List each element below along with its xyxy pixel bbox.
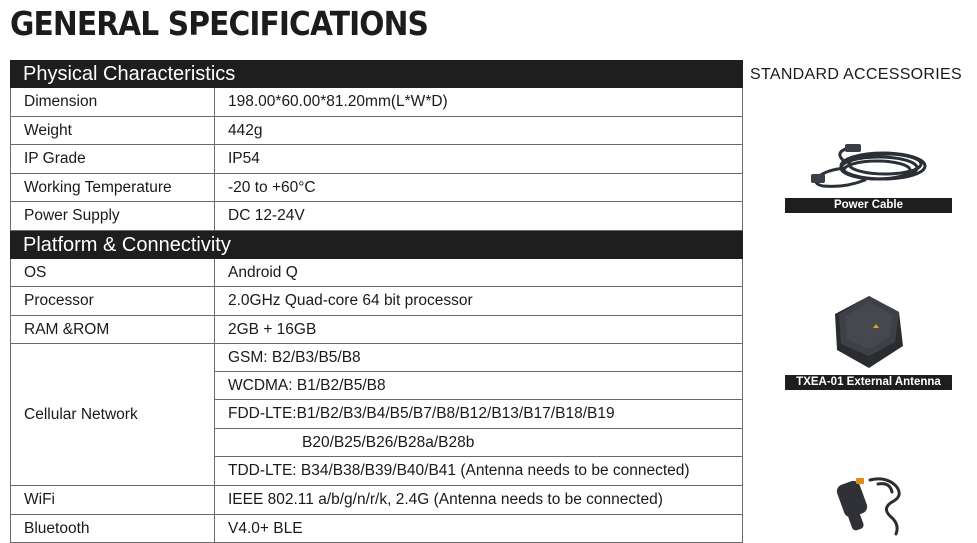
cellular-value: B20/B25/B26/B28a/B28b — [215, 429, 742, 457]
table-row — [10, 88, 743, 117]
external-antenna-icon — [833, 294, 905, 370]
table-row — [10, 486, 743, 515]
page-title: GENERAL SPECIFICATIONS — [10, 4, 428, 43]
cellular-value: FDD-LTE:B1/B2/B3/B4/B5/B7/B8/B12/B13/B17/B18/B19 — [215, 400, 742, 428]
table-row — [10, 259, 743, 288]
row-key: WiFi — [11, 486, 215, 514]
accessory-label: Power Cable — [785, 198, 952, 213]
row-value: V4.0+ BLE — [215, 515, 742, 543]
speaker-microphone-icon — [826, 472, 910, 538]
row-key: Cellular Network — [11, 344, 215, 485]
row-value: 2.0GHz Quad-core 64 bit processor — [215, 287, 742, 315]
table-row — [10, 287, 743, 316]
table-row — [10, 145, 743, 174]
row-key: OS — [11, 259, 215, 287]
cellular-value: GSM: B2/B3/B5/B8 — [215, 344, 742, 372]
row-key: Weight — [11, 117, 215, 145]
row-value: Android Q — [215, 259, 742, 287]
row-key: Processor — [11, 287, 215, 315]
table-row — [10, 174, 743, 203]
row-value: 198.00*60.00*81.20mm(L*W*D) — [215, 88, 742, 116]
section-header-platform: Platform & Connectivity — [10, 231, 743, 259]
row-key: Working Temperature — [11, 174, 215, 202]
row-key: IP Grade — [11, 145, 215, 173]
row-key: Bluetooth — [11, 515, 215, 543]
cellular-values — [215, 344, 742, 485]
accessory-label: TXEA-01 External Antenna — [785, 375, 952, 390]
cellular-value: WCDMA: B1/B2/B5/B8 — [215, 372, 742, 400]
cellular-network-row — [10, 344, 743, 486]
accessories-heading: STANDARD ACCESSORIES — [750, 66, 962, 84]
row-value: 442g — [215, 117, 742, 145]
spec-table — [10, 60, 743, 543]
row-value: DC 12-24V — [215, 202, 742, 230]
row-value: 2GB + 16GB — [215, 316, 742, 344]
row-key: RAM &ROM — [11, 316, 215, 344]
power-cable-icon — [805, 140, 930, 194]
row-value: IEEE 802.11 a/b/g/n/r/k, 2.4G (Antenna needs to be connected) — [215, 486, 742, 514]
row-key: Power Supply — [11, 202, 215, 230]
row-key: Dimension — [11, 88, 215, 116]
row-value: IP54 — [215, 145, 742, 173]
row-value: -20 to +60°C — [215, 174, 742, 202]
table-row — [10, 202, 743, 231]
table-row — [10, 515, 743, 543]
cellular-value: TDD-LTE: B34/B38/B39/B40/B41 (Antenna needs to be connected) — [215, 457, 742, 485]
section-header-physical: Physical Characteristics — [10, 60, 743, 88]
table-row — [10, 316, 743, 345]
table-row — [10, 117, 743, 146]
